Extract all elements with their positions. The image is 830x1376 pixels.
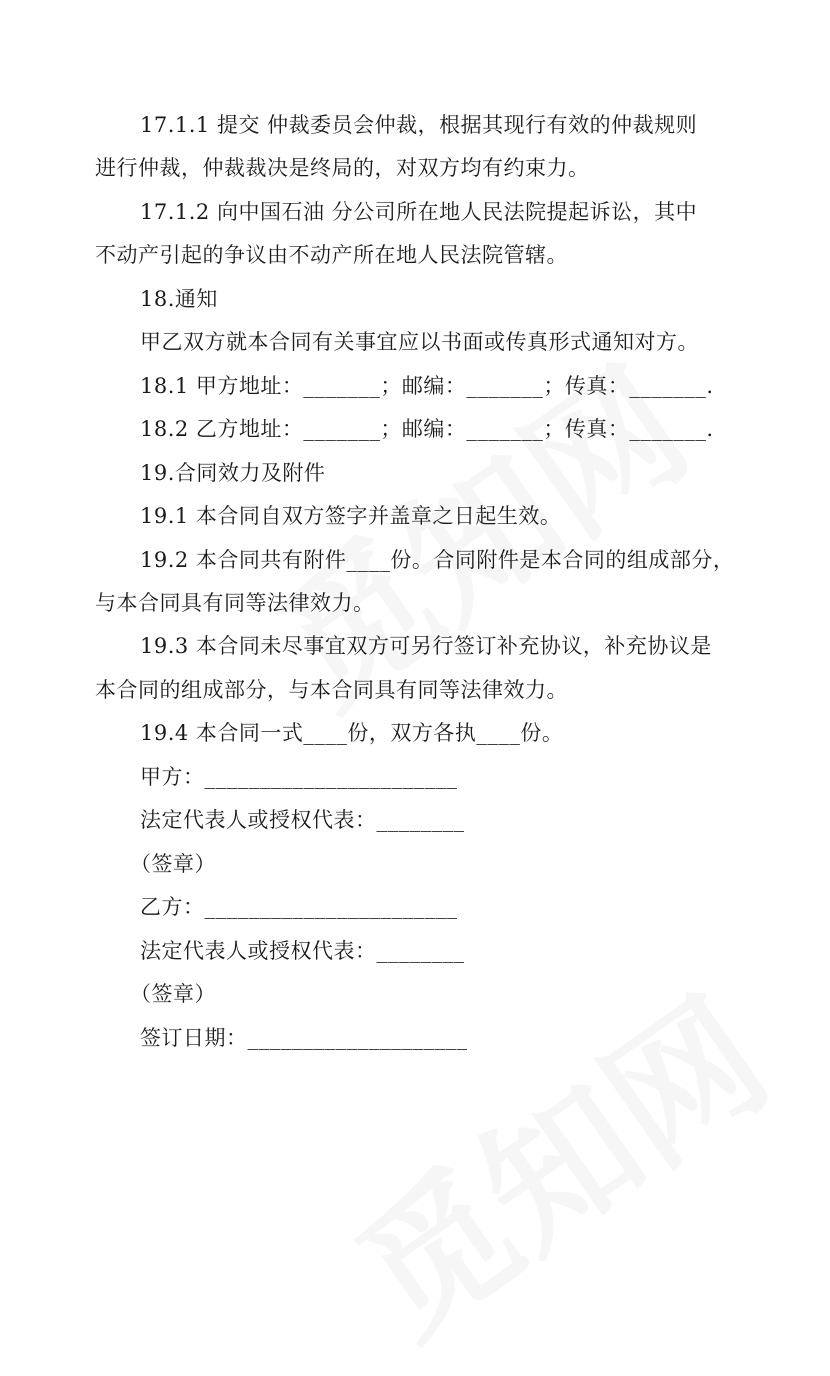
party-b-representative: 法定代表人或授权代表：________ xyxy=(140,939,465,963)
clause-17-1-1-line1: 17.1.1 提交 仲裁委员会仲裁，根据其现行有效的仲裁规则 xyxy=(140,113,698,137)
signing-date: 签订日期：____________________ xyxy=(140,1026,468,1050)
clause-17-1-2-line1: 17.1.2 向中国石油 分公司所在地人民法院提起诉讼，其中 xyxy=(140,200,698,224)
clause-17-1-2-line2: 不动产引起的争议由不动产所在地人民法院管辖。 xyxy=(95,243,568,267)
clause-19-4: 19.4 本合同一式____份，双方各执____份。 xyxy=(140,721,564,745)
clause-19-2-line1: 19.2 本合同共有附件____份。合同附件是本合同的组成部分， xyxy=(140,548,735,572)
section-18-heading: 18.通知 xyxy=(140,287,218,311)
party-a-seal: （签章） xyxy=(130,852,216,876)
section-19-heading: 19.合同效力及附件 xyxy=(140,461,326,485)
watermark xyxy=(309,940,802,1375)
clause-19-2-line2: 与本合同具有同等法律效力。 xyxy=(95,591,375,615)
party-a-representative: 法定代表人或授权代表：________ xyxy=(140,808,465,832)
clause-19-1: 19.1 本合同自双方签字并盖章之日起生效。 xyxy=(140,504,562,528)
party-b-signature: 乙方：_______________________ xyxy=(140,895,458,919)
party-a-signature: 甲方：_______________________ xyxy=(140,765,458,789)
clause-18-1: 18.1 甲方地址：_______；邮编：_______；传真：_______. xyxy=(140,374,714,398)
clause-17-1-1-line2: 进行仲裁，仲裁裁决是终局的，对双方均有约束力。 xyxy=(95,156,590,180)
party-b-seal: （签章） xyxy=(130,982,216,1006)
clause-18-2: 18.2 乙方地址：_______；邮编：_______；传真：_______. xyxy=(140,417,714,441)
section-18-intro: 甲乙双方就本合同有关事宜应以书面或传真形式通知对方。 xyxy=(140,330,699,354)
clause-19-3-line2: 本合同的组成部分，与本合同具有同等法律效力。 xyxy=(95,678,568,702)
clause-19-3-line1: 19.3 本合同未尽事宜双方可另行签订补充协议，补充协议是 xyxy=(140,634,712,658)
